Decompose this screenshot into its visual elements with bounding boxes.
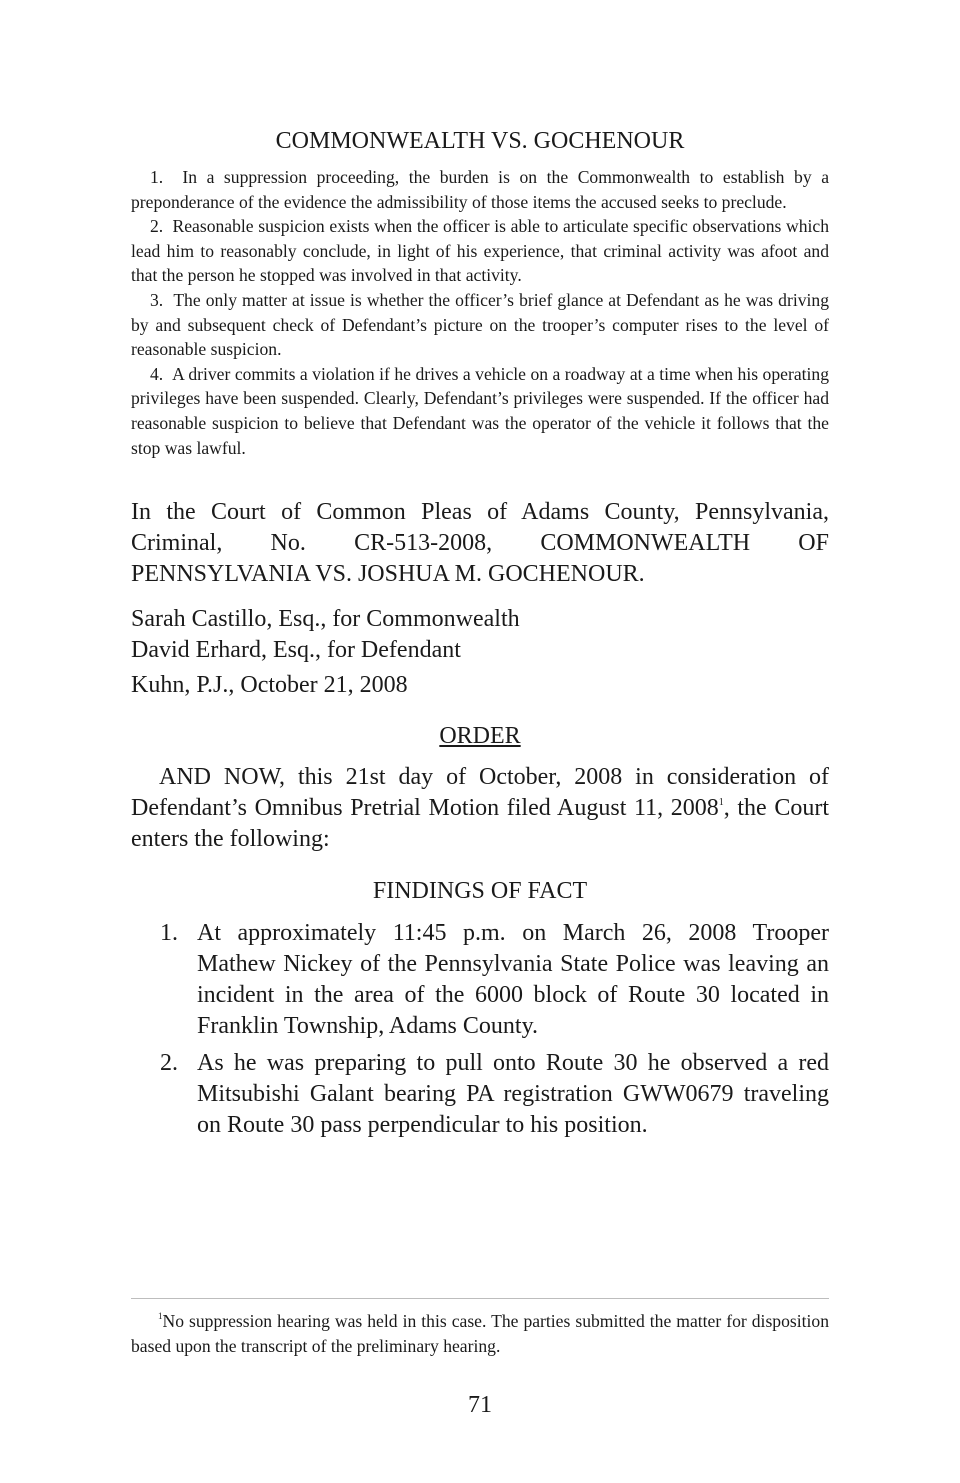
- finding-item: [131, 918, 829, 1042]
- page-number: 71: [468, 1392, 492, 1418]
- footnote-divider: [131, 1298, 829, 1299]
- finding-number: 1.: [160, 920, 178, 946]
- headnotes: [131, 165, 829, 460]
- headnote-text: A driver commits a violation if he drives a vehicle on a roadway at a time when his operating privileges have been suspended. Clearly, Defendant’s privileges were suspended. If the officer had reasonable suspicion to believe that Defendant was the operator of the vehicle it follows that the stop was lawful.: [131, 363, 829, 458]
- finding-text: At approximately 11:45 p.m. on March 26, 2008 Trooper Mathew Nickey of the Pennsylvania State Police was leaving an incident in the area of the 6000 block of Route 30 located in Franklin Township, Adams County.: [197, 920, 829, 1039]
- order-title: ORDER: [439, 723, 521, 749]
- judge-date-line: Kuhn, P.J., October 21, 2008: [131, 672, 408, 698]
- footnote: [131, 1309, 829, 1359]
- headnote-number: 3.: [150, 289, 164, 310]
- finding-number: 2.: [160, 1050, 178, 1076]
- headnote-text: In a suppression proceeding, the burden is on the Commonwealth to establish by a preponderance of the evidence the admissibility of those items the accused seeks to preclude.: [131, 167, 829, 212]
- counsel-commonwealth: Sarah Castillo, Esq., for Commonwealth: [131, 606, 520, 632]
- headnote-number: 1.: [150, 167, 164, 187]
- headnote-number: 4.: [150, 363, 164, 384]
- headnote: [131, 288, 829, 362]
- headnote: [131, 214, 829, 288]
- order-paragraph: [131, 762, 829, 855]
- headnote-text: The only matter at issue is whether the officer’s brief glance at Defendant as he was driving by and subsequent check of Defendant’s picture on the trooper’s computer rises to the level of reasonable suspicion.: [131, 289, 829, 360]
- counsel-defendant: David Erhard, Esq., for Defendant: [131, 637, 461, 663]
- headnote-number: 2.: [150, 216, 164, 237]
- finding-text: As he was preparing to pull onto Route 30 he observed a red Mitsubishi Galant bearing PA registration GWW0679 traveling on Route 30 pass perpendicular to his position.: [197, 1050, 829, 1138]
- finding-item: [131, 1048, 829, 1141]
- headnote: [131, 165, 829, 214]
- order-text: AND NOW, this 21st day of October, 2008 in consideration of Defendant’s Omnibus Pretrial Motion filed August 11, 2008: [131, 764, 829, 821]
- order-text-continued: , the Court enters the following:: [131, 795, 829, 852]
- headnote: [131, 362, 829, 460]
- headnote-text: Reasonable suspicion exists when the officer is able to articulate specific observations which lead him to reasonably conclude, in light of his experience, that criminal activity was afoot and that the person he stopped was involved in that activity.: [131, 216, 829, 286]
- findings-list: [131, 918, 829, 1147]
- footnote-text: No suppression hearing was held in this case. The parties submitted the matter for disposition based upon the transcript of the preliminary hearing.: [131, 1311, 829, 1356]
- case-caption: In the Court of Common Pleas of Adams County, Pennsylvania, Criminal, No. CR-513-2008, COMMONWEALTH OF PENNSYLVANIA VS. JOSHUA M. GOCHENOUR.: [131, 499, 829, 587]
- findings-title: FINDINGS OF FACT: [372, 878, 588, 904]
- footnote-marker: 1: [158, 1311, 163, 1321]
- footnote-reference: 1: [718, 797, 724, 808]
- counsel-list: [131, 604, 829, 666]
- running-header: COMMONWEALTH VS. GOCHENOUR: [275, 128, 685, 154]
